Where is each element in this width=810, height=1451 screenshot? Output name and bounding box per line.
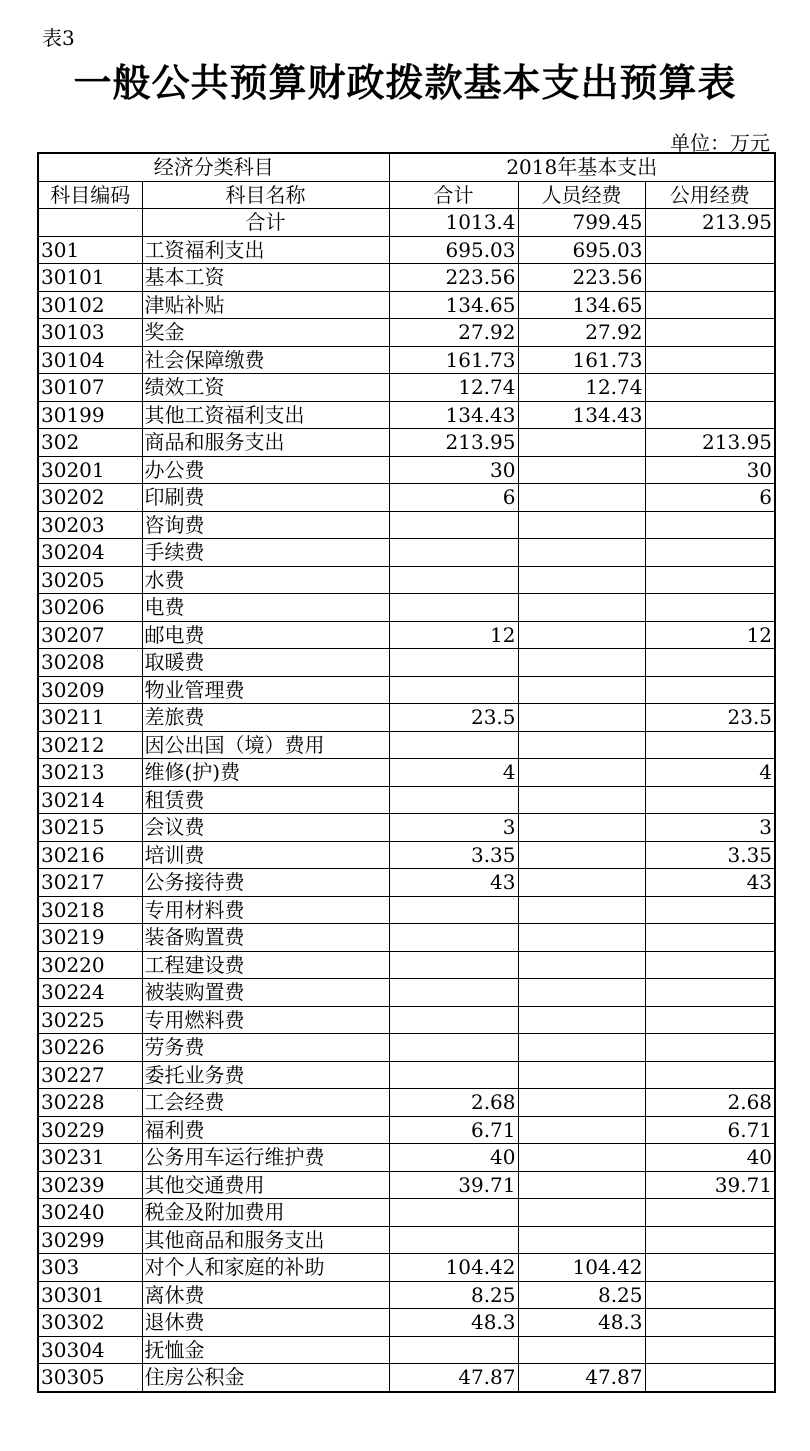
public-cell — [645, 264, 775, 292]
name-cell: 委托业务费 — [142, 1061, 389, 1089]
public-cell — [645, 1336, 775, 1364]
total-cell — [389, 1034, 518, 1062]
total-cell: 6 — [389, 484, 518, 512]
public-cell — [645, 1006, 775, 1034]
code-cell: 30301 — [38, 1281, 142, 1309]
total-cell — [389, 649, 518, 677]
code-cell: 30207 — [38, 621, 142, 649]
code-cell: 30199 — [38, 401, 142, 429]
code-cell: 30205 — [38, 566, 142, 594]
personnel-cell — [518, 1006, 645, 1034]
personnel-cell — [518, 1199, 645, 1227]
name-cell: 对个人和家庭的补助 — [142, 1254, 389, 1282]
public-cell: 12 — [645, 621, 775, 649]
name-cell: 印刷费 — [142, 484, 389, 512]
total-cell: 12.74 — [389, 374, 518, 402]
table-row — [38, 896, 775, 924]
name-cell: 其他商品和服务支出 — [142, 1226, 389, 1254]
table-row — [38, 594, 775, 622]
personnel-cell — [518, 731, 645, 759]
name-cell: 社会保障缴费 — [142, 346, 389, 374]
personnel-cell — [518, 539, 645, 567]
total-cell: 39.71 — [389, 1171, 518, 1199]
code-cell: 30217 — [38, 869, 142, 897]
budget-table — [37, 152, 776, 1393]
name-cell: 工程建设费 — [142, 951, 389, 979]
personnel-cell — [518, 1336, 645, 1364]
total-name-cell: 合计 — [142, 209, 389, 237]
code-cell: 30203 — [38, 511, 142, 539]
table-row — [38, 1309, 775, 1337]
name-cell: 退休费 — [142, 1309, 389, 1337]
public-cell — [645, 319, 775, 347]
public-cell — [645, 291, 775, 319]
code-cell: 30229 — [38, 1116, 142, 1144]
name-cell: 咨询费 — [142, 511, 389, 539]
total-cell — [389, 1199, 518, 1227]
code-cell: 301 — [38, 236, 142, 264]
table-row — [38, 786, 775, 814]
public-cell — [645, 951, 775, 979]
public-cell — [645, 979, 775, 1007]
code-cell: 30102 — [38, 291, 142, 319]
code-cell: 30209 — [38, 676, 142, 704]
name-cell: 差旅费 — [142, 704, 389, 732]
total-cell — [389, 979, 518, 1007]
total-cell: 4 — [389, 759, 518, 787]
public-cell — [645, 346, 775, 374]
code-cell: 30103 — [38, 319, 142, 347]
personnel-cell — [518, 429, 645, 457]
unit-label: 单位：万元 — [670, 131, 770, 155]
personnel-cell — [518, 1061, 645, 1089]
table-row — [38, 924, 775, 952]
public-cell — [645, 676, 775, 704]
public-cell: 43 — [645, 869, 775, 897]
public-cell: 6.71 — [645, 1116, 775, 1144]
name-cell: 津贴补贴 — [142, 291, 389, 319]
table-row — [38, 621, 775, 649]
code-cell: 30239 — [38, 1171, 142, 1199]
personnel-cell: 27.92 — [518, 319, 645, 347]
table-row — [38, 566, 775, 594]
personnel-cell — [518, 1116, 645, 1144]
table-row — [38, 291, 775, 319]
code-cell: 302 — [38, 429, 142, 457]
code-cell: 30302 — [38, 1309, 142, 1337]
name-cell: 基本工资 — [142, 264, 389, 292]
code-cell: 30107 — [38, 374, 142, 402]
code-cell: 30206 — [38, 594, 142, 622]
name-cell: 租赁费 — [142, 786, 389, 814]
public-cell — [645, 594, 775, 622]
name-cell: 其他交通费用 — [142, 1171, 389, 1199]
table-row — [38, 1089, 775, 1117]
public-cell — [645, 1226, 775, 1254]
public-cell — [645, 1254, 775, 1282]
total-cell: 223.56 — [389, 264, 518, 292]
name-cell: 手续费 — [142, 539, 389, 567]
name-cell: 住房公积金 — [142, 1364, 389, 1392]
name-cell: 劳务费 — [142, 1034, 389, 1062]
personnel-cell — [518, 1171, 645, 1199]
public-cell — [645, 731, 775, 759]
public-cell — [645, 236, 775, 264]
code-cell: 30219 — [38, 924, 142, 952]
total-cell — [389, 951, 518, 979]
header-name: 科目名称 — [142, 181, 389, 209]
total-personnel-cell: 799.45 — [518, 209, 645, 237]
total-cell: 6.71 — [389, 1116, 518, 1144]
name-cell: 商品和服务支出 — [142, 429, 389, 457]
name-cell: 物业管理费 — [142, 676, 389, 704]
name-cell: 因公出国（境）费用 — [142, 731, 389, 759]
total-cell: 2.68 — [389, 1089, 518, 1117]
table-row — [38, 539, 775, 567]
table-row — [38, 759, 775, 787]
public-cell — [645, 786, 775, 814]
personnel-cell — [518, 566, 645, 594]
code-cell: 30231 — [38, 1144, 142, 1172]
total-cell: 134.43 — [389, 401, 518, 429]
name-cell: 公务接待费 — [142, 869, 389, 897]
public-cell — [645, 511, 775, 539]
public-cell — [645, 1364, 775, 1392]
code-cell: 30212 — [38, 731, 142, 759]
personnel-cell — [518, 979, 645, 1007]
table-row — [38, 731, 775, 759]
name-cell: 离休费 — [142, 1281, 389, 1309]
personnel-cell: 134.65 — [518, 291, 645, 319]
table-row — [38, 1364, 775, 1392]
personnel-cell — [518, 676, 645, 704]
table-row — [38, 1226, 775, 1254]
code-cell: 30240 — [38, 1199, 142, 1227]
personnel-cell — [518, 814, 645, 842]
total-cell — [389, 924, 518, 952]
table-row — [38, 484, 775, 512]
total-cell: 134.65 — [389, 291, 518, 319]
code-cell: 30215 — [38, 814, 142, 842]
table-row — [38, 649, 775, 677]
header-code: 科目编码 — [38, 181, 142, 209]
total-cell: 213.95 — [389, 429, 518, 457]
total-cell: 48.3 — [389, 1309, 518, 1337]
table-row — [38, 319, 775, 347]
public-cell — [645, 1061, 775, 1089]
public-cell: 30 — [645, 456, 775, 484]
name-cell: 邮电费 — [142, 621, 389, 649]
personnel-cell — [518, 1226, 645, 1254]
public-cell — [645, 539, 775, 567]
header-public: 公用经费 — [645, 181, 775, 209]
code-cell: 30104 — [38, 346, 142, 374]
total-cell — [389, 1061, 518, 1089]
total-cell — [389, 511, 518, 539]
name-cell: 办公费 — [142, 456, 389, 484]
public-cell — [645, 374, 775, 402]
public-cell: 213.95 — [645, 429, 775, 457]
total-cell: 27.92 — [389, 319, 518, 347]
table-row — [38, 1034, 775, 1062]
table-row — [38, 1116, 775, 1144]
personnel-cell — [518, 1089, 645, 1117]
personnel-cell — [518, 704, 645, 732]
total-cell — [389, 566, 518, 594]
total-cell: 47.87 — [389, 1364, 518, 1392]
public-cell: 2.68 — [645, 1089, 775, 1117]
total-cell: 3 — [389, 814, 518, 842]
total-cell: 43 — [389, 869, 518, 897]
total-cell: 695.03 — [389, 236, 518, 264]
personnel-cell — [518, 896, 645, 924]
public-cell — [645, 566, 775, 594]
personnel-cell — [518, 841, 645, 869]
table-row — [38, 951, 775, 979]
personnel-cell: 48.3 — [518, 1309, 645, 1337]
code-cell: 30208 — [38, 649, 142, 677]
table-row — [38, 1254, 775, 1282]
name-cell: 税金及附加费用 — [142, 1199, 389, 1227]
total-code-cell — [38, 209, 142, 237]
table-row — [38, 346, 775, 374]
personnel-cell — [518, 621, 645, 649]
table-row — [38, 401, 775, 429]
public-cell — [645, 896, 775, 924]
name-cell: 维修(护)费 — [142, 759, 389, 787]
personnel-cell — [518, 484, 645, 512]
code-cell: 30202 — [38, 484, 142, 512]
personnel-cell — [518, 951, 645, 979]
public-cell — [645, 649, 775, 677]
code-cell: 30224 — [38, 979, 142, 1007]
total-cell — [389, 594, 518, 622]
personnel-cell — [518, 594, 645, 622]
total-public-cell: 213.95 — [645, 209, 775, 237]
name-cell: 装备购置费 — [142, 924, 389, 952]
total-cell — [389, 676, 518, 704]
name-cell: 抚恤金 — [142, 1336, 389, 1364]
total-cell — [389, 731, 518, 759]
public-cell: 40 — [645, 1144, 775, 1172]
total-cell — [389, 539, 518, 567]
personnel-cell: 47.87 — [518, 1364, 645, 1392]
total-cell: 8.25 — [389, 1281, 518, 1309]
personnel-cell — [518, 924, 645, 952]
public-cell: 4 — [645, 759, 775, 787]
public-cell — [645, 1199, 775, 1227]
public-cell — [645, 924, 775, 952]
table-row — [38, 704, 775, 732]
personnel-cell — [518, 869, 645, 897]
name-cell: 公务用车运行维护费 — [142, 1144, 389, 1172]
personnel-cell — [518, 511, 645, 539]
total-cell — [389, 786, 518, 814]
total-cell: 40 — [389, 1144, 518, 1172]
code-cell: 30201 — [38, 456, 142, 484]
total-cell: 3.35 — [389, 841, 518, 869]
personnel-cell — [518, 759, 645, 787]
public-cell: 6 — [645, 484, 775, 512]
personnel-cell: 104.42 — [518, 1254, 645, 1282]
table-row — [38, 374, 775, 402]
code-cell: 30204 — [38, 539, 142, 567]
code-cell: 30227 — [38, 1061, 142, 1089]
table-row — [38, 1144, 775, 1172]
name-cell: 绩效工资 — [142, 374, 389, 402]
table-row — [38, 1006, 775, 1034]
personnel-cell: 134.43 — [518, 401, 645, 429]
public-cell: 39.71 — [645, 1171, 775, 1199]
personnel-cell — [518, 649, 645, 677]
code-cell: 30216 — [38, 841, 142, 869]
code-cell: 30305 — [38, 1364, 142, 1392]
public-cell: 3.35 — [645, 841, 775, 869]
code-cell: 30220 — [38, 951, 142, 979]
name-cell: 奖金 — [142, 319, 389, 347]
total-cell: 23.5 — [389, 704, 518, 732]
total-sum-cell: 1013.4 — [389, 209, 518, 237]
code-cell: 30214 — [38, 786, 142, 814]
code-cell: 30213 — [38, 759, 142, 787]
code-cell: 30304 — [38, 1336, 142, 1364]
code-cell: 30299 — [38, 1226, 142, 1254]
table-row — [38, 1199, 775, 1227]
name-cell: 工会经费 — [142, 1089, 389, 1117]
personnel-cell — [518, 1034, 645, 1062]
code-cell: 30211 — [38, 704, 142, 732]
table-label: 表3 — [42, 26, 75, 50]
name-cell: 电费 — [142, 594, 389, 622]
personnel-cell: 8.25 — [518, 1281, 645, 1309]
name-cell: 工资福利支出 — [142, 236, 389, 264]
name-cell: 专用燃料费 — [142, 1006, 389, 1034]
code-cell: 30218 — [38, 896, 142, 924]
total-cell — [389, 896, 518, 924]
total-cell — [389, 1336, 518, 1364]
header-row-columns — [38, 181, 775, 209]
table-row — [38, 264, 775, 292]
header-basic-expenditure: 2018年基本支出 — [389, 153, 775, 181]
table-row — [38, 236, 775, 264]
table-row — [38, 979, 775, 1007]
table-row — [38, 511, 775, 539]
table-row — [38, 869, 775, 897]
name-cell: 培训费 — [142, 841, 389, 869]
public-cell — [645, 1034, 775, 1062]
name-cell: 专用材料费 — [142, 896, 389, 924]
code-cell: 30228 — [38, 1089, 142, 1117]
table-row — [38, 841, 775, 869]
total-row — [38, 209, 775, 237]
name-cell: 其他工资福利支出 — [142, 401, 389, 429]
public-cell: 23.5 — [645, 704, 775, 732]
table-row — [38, 1171, 775, 1199]
personnel-cell: 161.73 — [518, 346, 645, 374]
personnel-cell: 695.03 — [518, 236, 645, 264]
name-cell: 水费 — [142, 566, 389, 594]
table-row — [38, 456, 775, 484]
personnel-cell: 12.74 — [518, 374, 645, 402]
public-cell — [645, 401, 775, 429]
total-cell: 12 — [389, 621, 518, 649]
table-row — [38, 429, 775, 457]
code-cell: 30101 — [38, 264, 142, 292]
total-cell — [389, 1226, 518, 1254]
table-row — [38, 1336, 775, 1364]
code-cell: 303 — [38, 1254, 142, 1282]
name-cell: 被装购置费 — [142, 979, 389, 1007]
total-cell: 161.73 — [389, 346, 518, 374]
name-cell: 会议费 — [142, 814, 389, 842]
total-cell: 30 — [389, 456, 518, 484]
page-title: 一般公共预算财政拨款基本支出预算表 — [73, 61, 737, 105]
personnel-cell — [518, 456, 645, 484]
name-cell: 取暖费 — [142, 649, 389, 677]
table-row — [38, 676, 775, 704]
header-row-group — [38, 153, 775, 181]
header-personnel: 人员经费 — [518, 181, 645, 209]
code-cell: 30225 — [38, 1006, 142, 1034]
personnel-cell — [518, 1144, 645, 1172]
name-cell: 福利费 — [142, 1116, 389, 1144]
code-cell: 30226 — [38, 1034, 142, 1062]
personnel-cell — [518, 786, 645, 814]
public-cell — [645, 1281, 775, 1309]
personnel-cell: 223.56 — [518, 264, 645, 292]
public-cell: 3 — [645, 814, 775, 842]
table-row — [38, 1061, 775, 1089]
table-row — [38, 814, 775, 842]
header-total: 合计 — [389, 181, 518, 209]
public-cell — [645, 1309, 775, 1337]
total-cell: 104.42 — [389, 1254, 518, 1282]
table-row — [38, 1281, 775, 1309]
total-cell — [389, 1006, 518, 1034]
header-economic-category: 经济分类科目 — [38, 153, 389, 181]
